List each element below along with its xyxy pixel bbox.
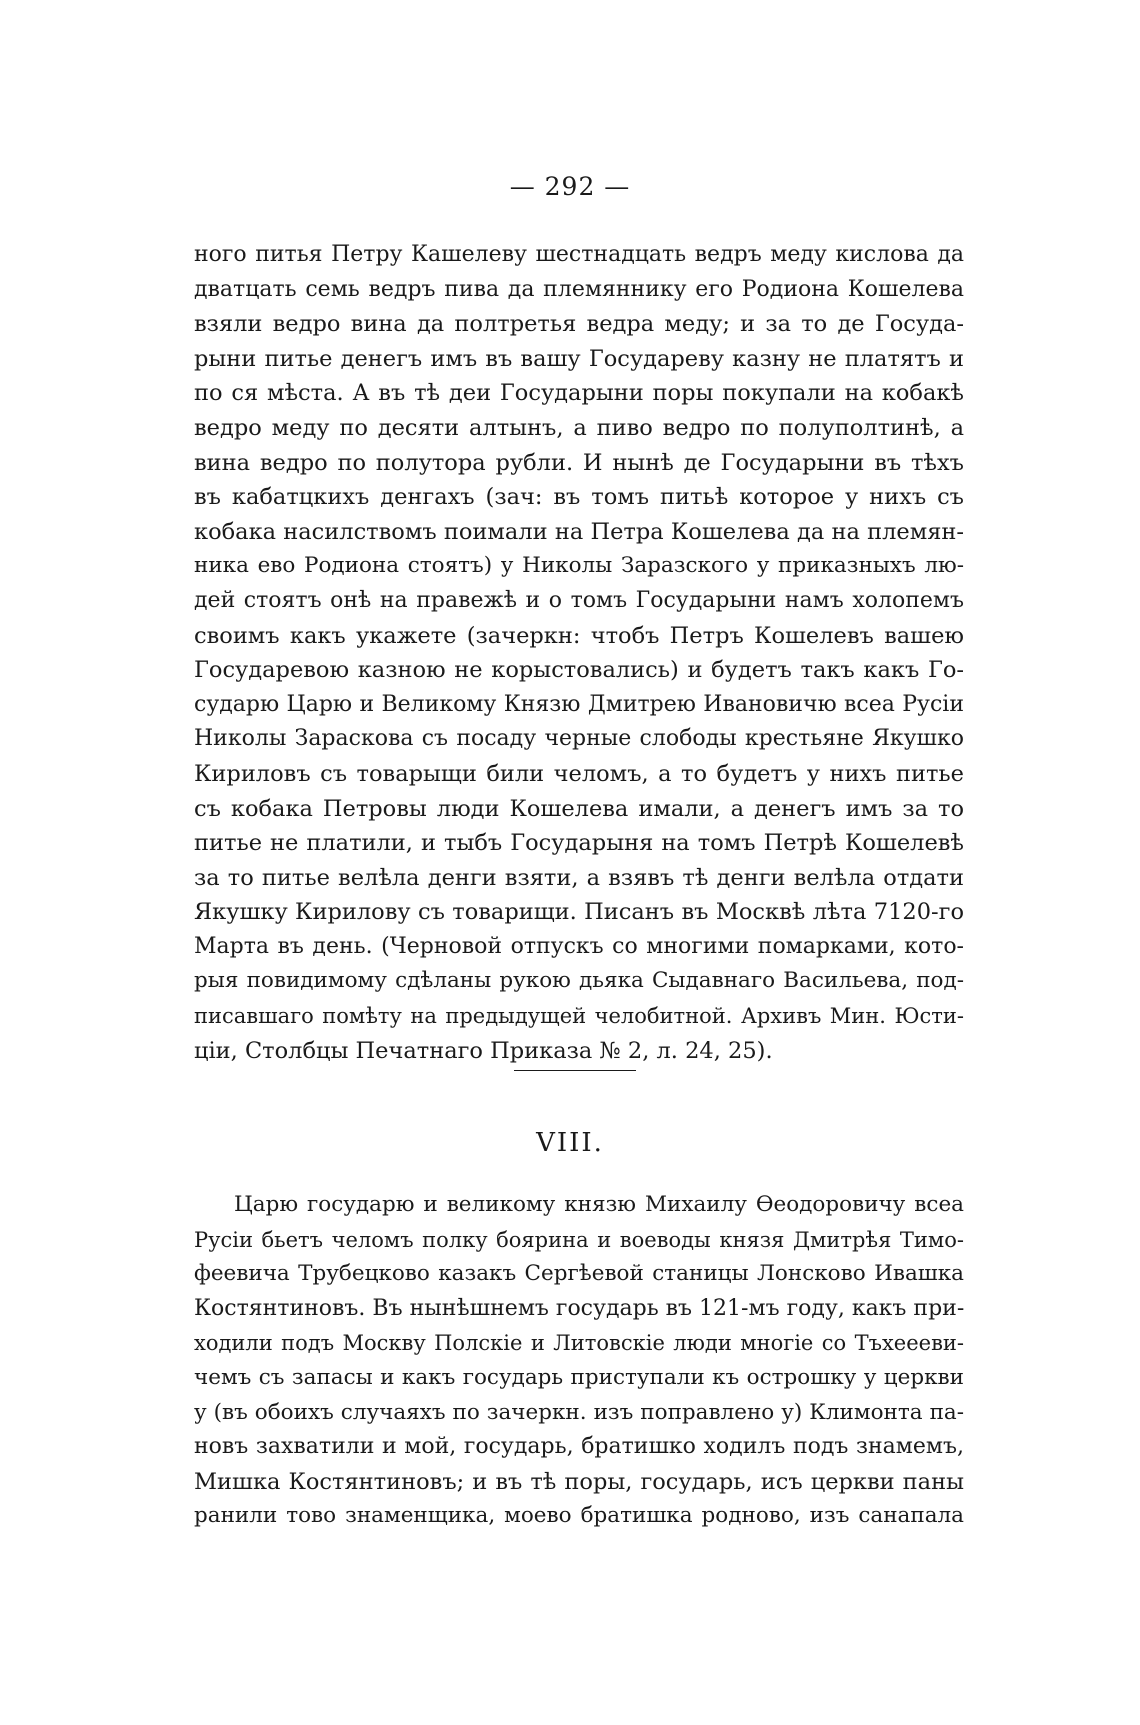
page-number: — 292 — (509, 172, 631, 201)
text-line: Мишка Костянтиновъ; и въ тѣ поры, государь, исъ церкви паны (194, 1468, 964, 1495)
text-line: ного питья Петру Кашелеву шестнадцать ведръ меду кислова да (194, 242, 964, 267)
section-divider (514, 1070, 636, 1071)
text-line: рыни питье денегъ имъ въ вашу Государеву казну не платятъ и (194, 345, 964, 372)
text-line: феевича Трубецково казакъ Сергѣевой станицы Лонсково Ивашка (194, 1261, 964, 1287)
text-line: Кириловъ съ товарыщи били челомъ, а то будетъ у нихъ питье (194, 760, 964, 787)
text-line: ранили тово знаменщика, моево братишка родново, изъ санапала (194, 1503, 964, 1529)
text-line: сударю Царю и Великому Князю Дмитрею Ивановичю всеа Русіи (194, 691, 964, 717)
text-line: за то питье велѣла денги взяти, а взявъ тѣ денги велѣла отдати (194, 864, 964, 891)
text-line: Марта въ день. (Черновой отпускъ со многими помарками, кото- (194, 933, 964, 959)
text-line: въ кабатцкихъ денгахъ (зач: въ томъ питьѣ которое у нихъ съ (194, 484, 964, 511)
text-line: своимъ какъ укажете (зачеркн: чтобъ Петръ Кошелевъ вашею (194, 622, 964, 649)
text-line: кобака насилствомъ поимали на Петра Кошелева да на племян- (194, 518, 964, 545)
text-line: чемъ съ запасы и какъ государь приступали къ острошку у церкви (194, 1364, 964, 1390)
text-line: у (въ обоихъ случаяхъ по зачеркн. изъ поправлено у) Климонта па- (194, 1399, 964, 1425)
text-line: взяли ведро вина да полтретья ведра меду; и за то де Госуда- (194, 311, 964, 338)
text-line: ходили подъ Москву Полскіе и Литовскіе люди многіе со Тъхеееви- (194, 1331, 964, 1356)
text-line: Николы Зараскова съ посаду черные слободы крестьяне Якушко (194, 726, 964, 752)
text-line: питье не платили, и тыбъ Государыня на томъ Петрѣ Кошелевѣ (194, 830, 964, 857)
text-line: писавшаго помѣту на предыдущей челобитной. Архивъ Мин. Юсти- (194, 1004, 964, 1029)
paragraph-continuation (194, 238, 964, 1068)
text-line: съ кобака Петровы люди Кошелева имали, а денегъ имъ за то (194, 795, 964, 822)
text-line: Костянтиновъ. Въ нынѣшнемъ государь въ 121-мъ году, какъ при- (194, 1295, 964, 1321)
text-line: Якушку Кирилову съ товарищи. Писанъ въ Москвѣ лѣта 7120-го (194, 899, 964, 926)
petition-paragraph (194, 1188, 964, 1534)
text-line: новъ захватили и мой, государь, братишко ходилъ подъ знамемъ, (194, 1434, 964, 1460)
text-line: Государевою казною не корыстовались) и будетъ такъ какъ Го- (194, 657, 964, 684)
section-heading: VIII. (536, 1128, 604, 1158)
text-line: Русіи бьетъ челомъ полку боярина и воеводы князя Дмитрѣя Тимо- (194, 1227, 964, 1252)
text-line: Царю государю и великому князю Михаилу Ѳеодоровичу всеа (234, 1192, 964, 1217)
text-line: рыя повидимому сдѣланы рукою дьяка Сыдавнаго Васильева, под- (194, 968, 964, 994)
text-line: вина ведро по полутора рубли. И нынѣ де Государыни въ тѣхъ (194, 449, 964, 476)
text-line: ціи, Столбцы Печатнаго Приказа № 2, л. 24, 25). (194, 1037, 773, 1064)
text-line: ведро меду по десяти алтынъ, а пиво ведро по полуполтинѣ, а (194, 414, 964, 441)
text-line: по ся мѣста. А въ тѣ деи Государыни поры покупали на кобакѣ (194, 380, 964, 407)
text-line: ника ево Родиона стоятъ) у Николы Заразского у приказныхъ лю- (194, 553, 964, 579)
text-line: дватцать семь ведръ пива да племяннику его Родиона Кошелева (194, 276, 964, 302)
text-line: дей стоятъ онѣ на правежѣ и о томъ Государыни намъ холопемъ (194, 587, 964, 613)
